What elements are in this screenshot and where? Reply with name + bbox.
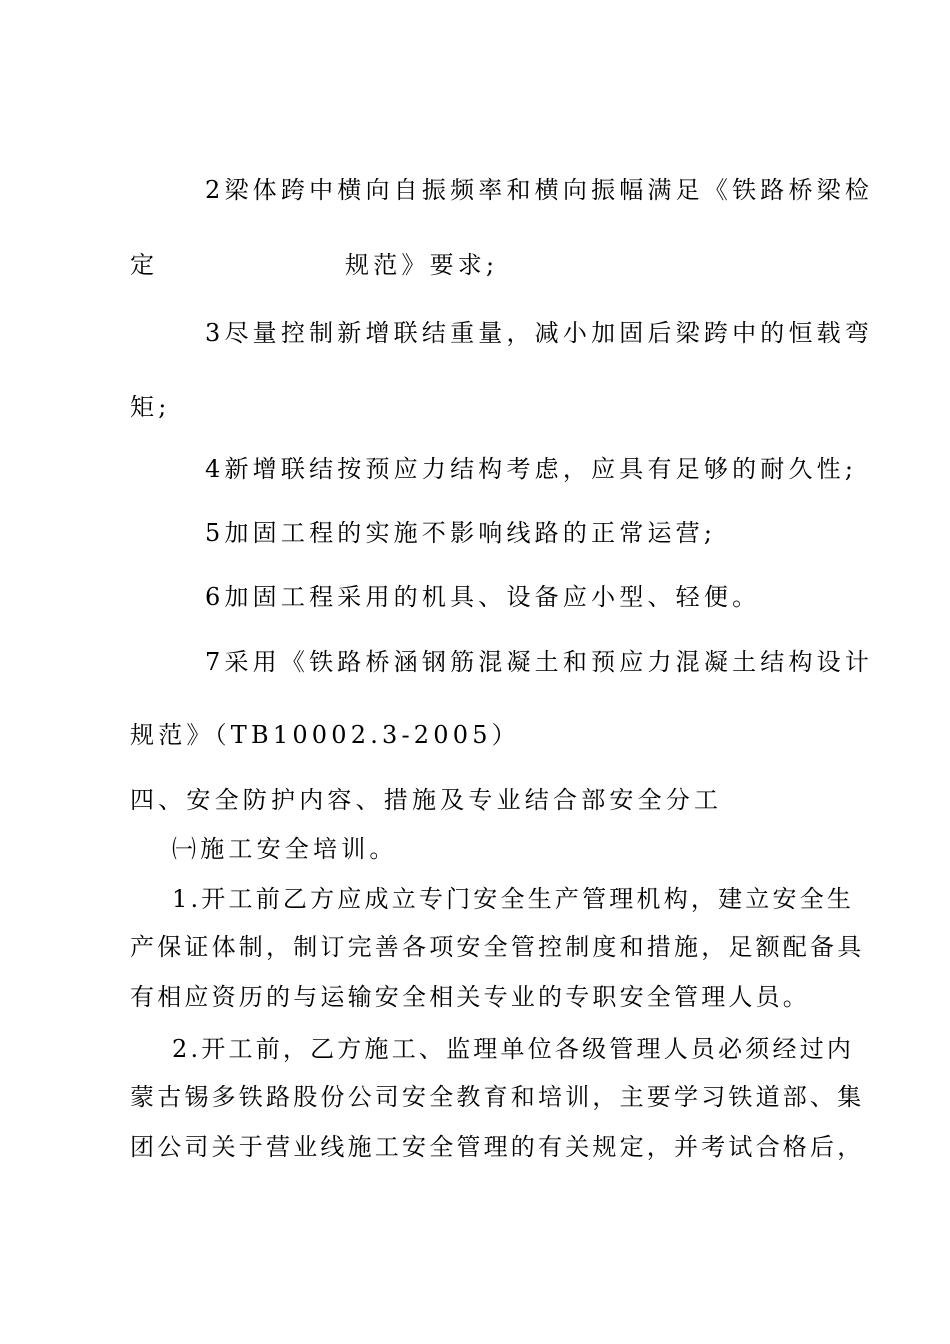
text-line: 蒙古锡多铁路股份公司安全教育和培训，主要学习铁道部、集 [130, 1083, 865, 1111]
text-line: 规范》（TB10002.3-2005） [130, 721, 520, 749]
text-line: 4新增联结按预应力结构考虑，应具有足够的耐久性; [205, 455, 858, 483]
text-line: 团公司关于营业线施工安全管理的有关规定，并考试合格后， [130, 1133, 865, 1161]
text-line: 产保证体制，制订完善各项安全管控制度和措施，足额配备具 [130, 933, 865, 961]
section-heading: 四、安全防护内容、措施及专业结合部安全分工 [130, 786, 723, 814]
text-line: 2.开工前，乙方施工、监理单位各级管理人员必须经过内 [172, 1035, 855, 1063]
text-line: 3尽量控制新增联结重量，减小加固后梁跨中的恒载弯 [205, 319, 874, 347]
subsection-heading: ㈠施工安全培训。 [172, 835, 398, 863]
text-line: 有相应资历的与运输安全相关专业的专职安全管理人员。 [130, 983, 810, 1011]
text-line: 5加固工程的实施不影响线路的正常运营; [205, 519, 717, 547]
text-line: 矩; [130, 393, 171, 421]
text-line: 6加固工程采用的机具、设备应小型、轻便。 [205, 583, 761, 611]
text-line: 规范》要求; [345, 251, 499, 279]
text-line: 2梁体跨中横向自振频率和横向振幅满足《铁路桥梁检 [205, 176, 874, 204]
text-line: 定 [130, 251, 159, 279]
text-line: 1.开工前乙方应成立专门安全生产管理机构，建立安全生 [172, 885, 855, 913]
text-line: 7采用《铁路桥涵钢筋混凝土和预应力混凝土结构设计 [205, 648, 874, 676]
